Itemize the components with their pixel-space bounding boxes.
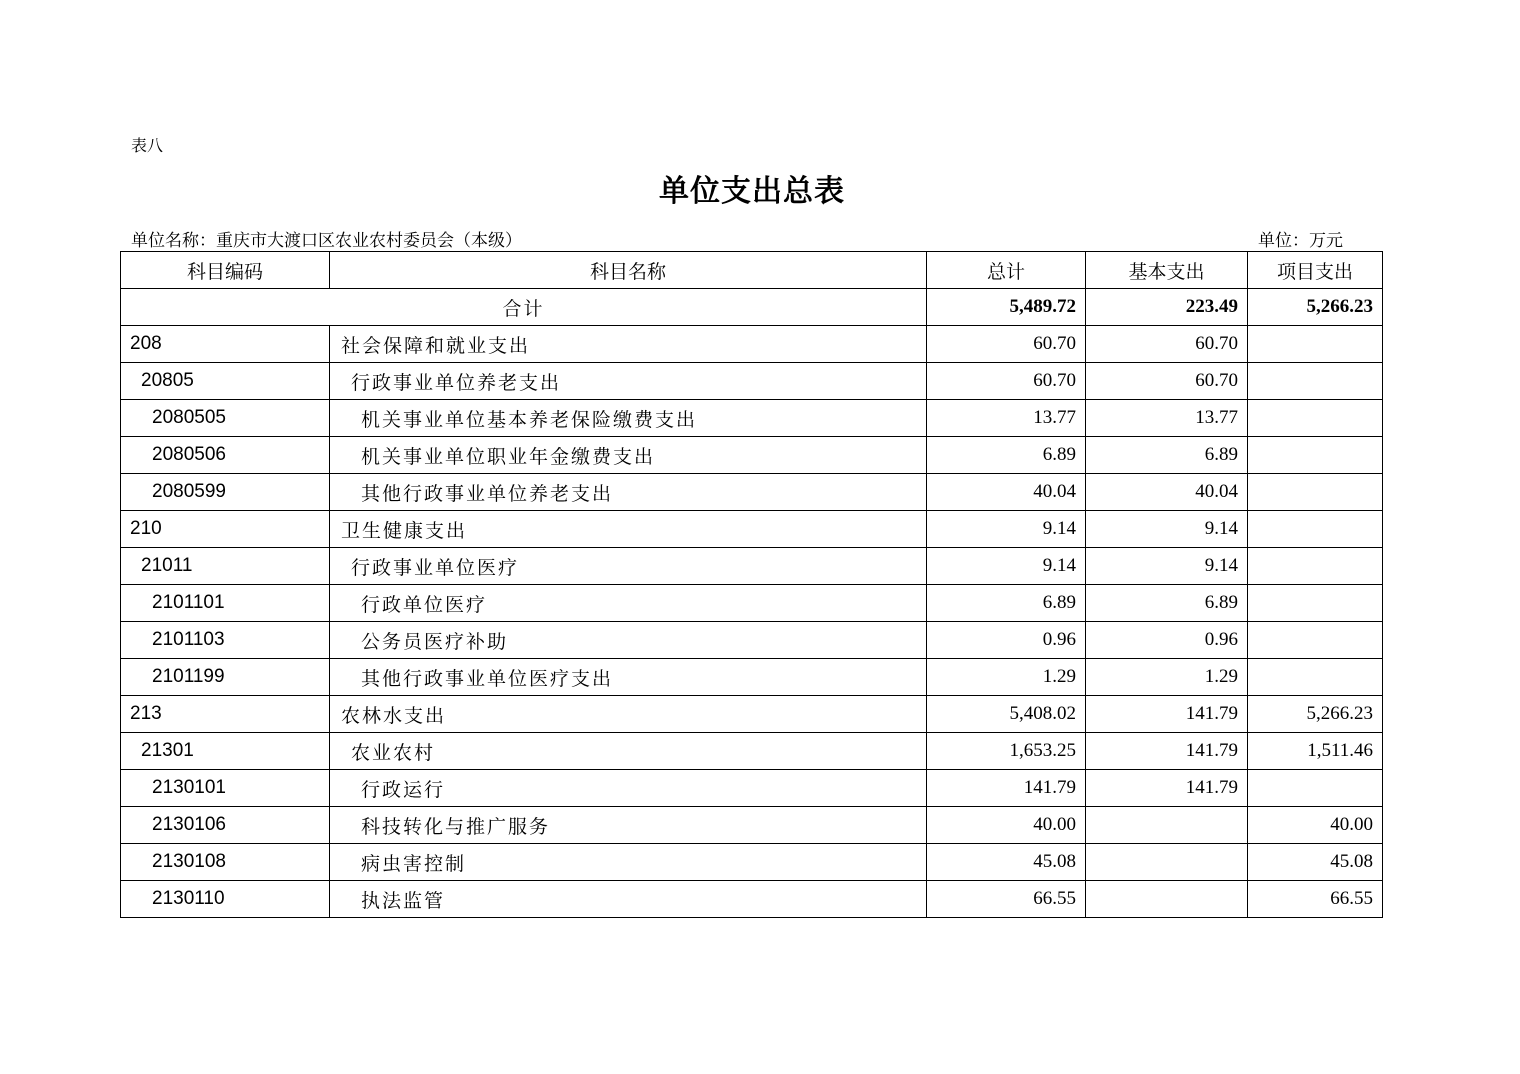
row-project	[1248, 659, 1383, 696]
row-code: 2130110	[121, 881, 330, 918]
header-total: 总计	[927, 252, 1086, 289]
table-row	[121, 548, 1383, 585]
row-project	[1248, 400, 1383, 437]
row-basic: 141.79	[1086, 733, 1248, 770]
row-code: 2080505	[121, 400, 330, 437]
header-basic: 基本支出	[1086, 252, 1248, 289]
row-project	[1248, 622, 1383, 659]
row-project: 66.55	[1248, 881, 1383, 918]
row-code: 2101101	[121, 585, 330, 622]
table-row	[121, 770, 1383, 807]
row-total: 60.70	[927, 326, 1086, 363]
row-code: 21011	[121, 548, 330, 585]
row-name: 行政运行	[330, 770, 927, 807]
row-basic: 60.70	[1086, 363, 1248, 400]
row-project	[1248, 437, 1383, 474]
unit-name: 单位名称：重庆市大渡口区农业农村委员会（本级）	[131, 231, 522, 251]
row-total: 9.14	[927, 548, 1086, 585]
row-total: 9.14	[927, 511, 1086, 548]
total-basic: 223.49	[1086, 289, 1248, 326]
row-name: 社会保障和就业支出	[330, 326, 927, 363]
row-name: 科技转化与推广服务	[330, 807, 927, 844]
row-code: 2130106	[121, 807, 330, 844]
row-basic: 13.77	[1086, 400, 1248, 437]
row-project: 5,266.23	[1248, 696, 1383, 733]
header-name: 科目名称	[330, 252, 927, 289]
row-total: 40.00	[927, 807, 1086, 844]
row-project: 40.00	[1248, 807, 1383, 844]
row-name: 公务员医疗补助	[330, 622, 927, 659]
header-row	[121, 252, 1383, 289]
row-code: 2080506	[121, 437, 330, 474]
row-basic: 6.89	[1086, 437, 1248, 474]
row-basic: 1.29	[1086, 659, 1248, 696]
row-code: 2101103	[121, 622, 330, 659]
row-code: 208	[121, 326, 330, 363]
row-basic: 9.14	[1086, 548, 1248, 585]
table-label: 表八	[131, 136, 164, 155]
row-total: 5,408.02	[927, 696, 1086, 733]
row-name: 病虫害控制	[330, 844, 927, 881]
row-basic: 40.04	[1086, 474, 1248, 511]
row-code: 2130101	[121, 770, 330, 807]
row-name: 行政单位医疗	[330, 585, 927, 622]
row-name: 其他行政事业单位养老支出	[330, 474, 927, 511]
table-row	[121, 844, 1383, 881]
total-row	[121, 289, 1383, 326]
row-code: 2101199	[121, 659, 330, 696]
row-total: 6.89	[927, 437, 1086, 474]
row-basic: 141.79	[1086, 696, 1248, 733]
row-basic: 141.79	[1086, 770, 1248, 807]
row-basic	[1086, 881, 1248, 918]
row-project	[1248, 326, 1383, 363]
unit-label: 单位：万元	[1258, 231, 1343, 251]
row-code: 2080599	[121, 474, 330, 511]
row-project	[1248, 474, 1383, 511]
row-basic: 6.89	[1086, 585, 1248, 622]
table-row	[121, 881, 1383, 918]
row-name: 行政事业单位医疗	[330, 548, 927, 585]
table-row	[121, 622, 1383, 659]
total-project: 5,266.23	[1248, 289, 1383, 326]
row-total: 60.70	[927, 363, 1086, 400]
table-row	[121, 696, 1383, 733]
row-project	[1248, 363, 1383, 400]
row-name: 其他行政事业单位医疗支出	[330, 659, 927, 696]
total-total: 5,489.72	[927, 289, 1086, 326]
row-total: 66.55	[927, 881, 1086, 918]
table-row	[121, 474, 1383, 511]
row-total: 1.29	[927, 659, 1086, 696]
table-row	[121, 807, 1383, 844]
row-basic	[1086, 807, 1248, 844]
table-row	[121, 400, 1383, 437]
table-row	[121, 659, 1383, 696]
expenditure-table	[120, 251, 1383, 918]
row-name: 机关事业单位职业年金缴费支出	[330, 437, 927, 474]
row-basic: 60.70	[1086, 326, 1248, 363]
table-row	[121, 733, 1383, 770]
row-total: 1,653.25	[927, 733, 1086, 770]
row-project: 1,511.46	[1248, 733, 1383, 770]
row-project	[1248, 511, 1383, 548]
row-basic	[1086, 844, 1248, 881]
row-basic: 9.14	[1086, 511, 1248, 548]
table-body	[121, 289, 1383, 918]
row-total: 13.77	[927, 400, 1086, 437]
row-code: 210	[121, 511, 330, 548]
table-row	[121, 363, 1383, 400]
table-row	[121, 511, 1383, 548]
row-name: 农林水支出	[330, 696, 927, 733]
total-label: 合计	[121, 289, 927, 326]
row-name: 机关事业单位基本养老保险缴费支出	[330, 400, 927, 437]
row-name: 卫生健康支出	[330, 511, 927, 548]
row-code: 2130108	[121, 844, 330, 881]
row-name: 行政事业单位养老支出	[330, 363, 927, 400]
row-project: 45.08	[1248, 844, 1383, 881]
header-code: 科目编码	[121, 252, 330, 289]
table-row	[121, 585, 1383, 622]
header-project: 项目支出	[1248, 252, 1383, 289]
row-total: 6.89	[927, 585, 1086, 622]
row-code: 213	[121, 696, 330, 733]
row-name: 执法监管	[330, 881, 927, 918]
row-name: 农业农村	[330, 733, 927, 770]
table-row	[121, 326, 1383, 363]
page-title: 单位支出总表	[659, 174, 845, 209]
row-total: 141.79	[927, 770, 1086, 807]
row-project	[1248, 548, 1383, 585]
row-total: 0.96	[927, 622, 1086, 659]
row-total: 45.08	[927, 844, 1086, 881]
row-project	[1248, 585, 1383, 622]
row-total: 40.04	[927, 474, 1086, 511]
row-basic: 0.96	[1086, 622, 1248, 659]
row-code: 20805	[121, 363, 330, 400]
row-project	[1248, 770, 1383, 807]
table-row	[121, 437, 1383, 474]
row-code: 21301	[121, 733, 330, 770]
